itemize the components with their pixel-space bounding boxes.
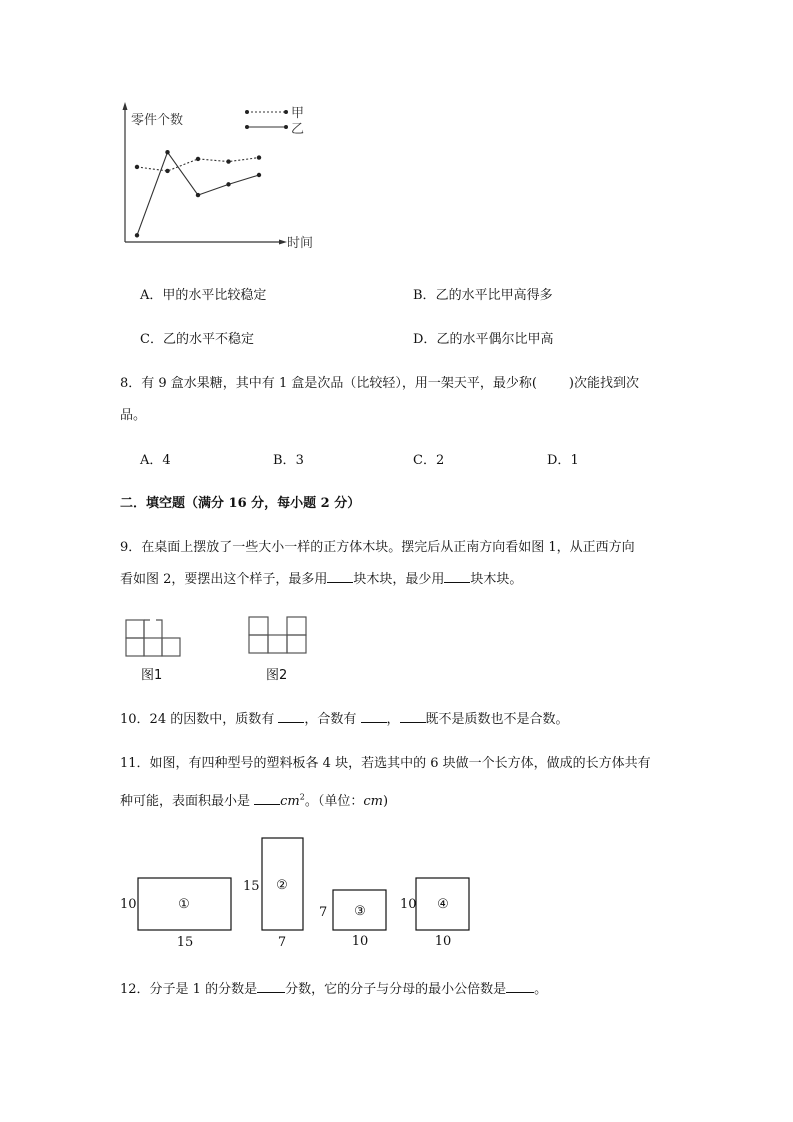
q12-blank-type[interactable]: [257, 980, 285, 993]
q10-text: ，: [386, 712, 400, 727]
q9-text: 看如图 2，要摆出这个样子，最多用: [120, 572, 328, 587]
q12-text: 。: [534, 982, 548, 997]
board-2-label: ②: [276, 878, 288, 893]
q8-option-b[interactable]: [273, 449, 304, 468]
cube-face: [126, 620, 144, 638]
q7-option-a[interactable]: [140, 284, 266, 303]
q10-blank-composites[interactable]: [361, 710, 387, 723]
q9-text: 块木块。: [470, 572, 523, 587]
line-chart: [0, 0, 340, 260]
option-text: 2: [435, 453, 445, 468]
option-text: 甲的水平比较稳定: [162, 288, 267, 303]
legend-marker: [284, 125, 288, 129]
q7-option-c[interactable]: [140, 328, 254, 347]
unit-cm: cm: [363, 794, 383, 809]
data-point-jia: [135, 165, 139, 169]
q11-text: 种可能，表面积最小是: [120, 794, 255, 809]
q11-boards-figure: [110, 830, 480, 955]
q8-stem-line2: 品。: [120, 408, 147, 423]
board-2-bottom: 7: [277, 935, 287, 950]
q8-text: )次能找到次: [568, 376, 639, 391]
q10-text: 10．24 的因数中，质数有: [120, 712, 279, 727]
board-4-bottom: 10: [434, 934, 452, 949]
data-point-yi: [257, 173, 261, 177]
board-3-bottom: 10: [351, 934, 369, 949]
option-letter: A．: [140, 453, 163, 468]
figure-1-caption: 图1: [141, 668, 163, 683]
option-letter: D．: [547, 453, 571, 468]
q11-stem-line1: 11．如图，有四种型号的塑料板各 4 块，若选其中的 6 块做一个长方体，做成的长方体共有: [120, 756, 651, 771]
cube-face-partial: [144, 620, 162, 638]
q11-text: 。（单位：: [304, 794, 364, 809]
y-axis-label: 零件个数: [131, 113, 184, 128]
q10-text: ，合数有: [304, 712, 361, 727]
q8-option-a[interactable]: [140, 449, 171, 468]
option-letter: B．: [413, 288, 436, 303]
board-4-side: 10: [400, 897, 417, 912]
cube-face: [144, 638, 162, 656]
board-2-side: 15: [243, 879, 260, 894]
option-letter: D．: [413, 332, 437, 347]
legend: [245, 106, 304, 137]
data-point-jia: [257, 155, 261, 159]
data-point-yi: [226, 182, 230, 186]
option-text: 乙的水平偶尔比甲高: [436, 332, 554, 347]
q9-blank-min[interactable]: [444, 570, 470, 583]
q7-option-d[interactable]: [413, 328, 553, 347]
legend-label-yi: 乙: [291, 122, 305, 137]
option-text: 乙的水平比甲高得多: [435, 288, 553, 303]
legend-marker: [284, 110, 288, 114]
q9-blank-max[interactable]: [327, 570, 353, 583]
legend-marker: [245, 110, 249, 114]
cube-face: [126, 638, 144, 656]
q12-text: 12．分子是 1 的分数是: [120, 982, 258, 997]
figure-2-caption: 图2: [266, 668, 288, 683]
option-letter: A．: [140, 288, 163, 303]
q11-stem-line2: [120, 790, 388, 809]
x-axis-arrow: [279, 240, 287, 245]
option-text: 1: [570, 453, 579, 468]
option-letter: C．: [413, 453, 436, 468]
q9-figure-2: [245, 612, 315, 657]
q10-blank-primes[interactable]: [278, 710, 304, 723]
q10-blank-neither[interactable]: [400, 710, 426, 723]
cube-face: [249, 635, 268, 653]
board-1-side: 10: [120, 897, 137, 912]
q11-blank-area[interactable]: [254, 792, 280, 805]
x-axis-label: 时间: [287, 236, 314, 251]
board-1-label: ①: [178, 897, 190, 912]
q9-text: 块木块，最少用: [353, 572, 445, 587]
q8-option-d[interactable]: [547, 449, 579, 468]
unit-cm: cm: [280, 794, 300, 809]
legend-label-jia: 甲: [291, 106, 305, 121]
q8-stem-line1: [120, 372, 639, 391]
legend-marker: [245, 125, 249, 129]
q9-stem-line1: 9．在桌面上摆放了一些大小一样的正方体木块。摆完后从正南方向看如图 1，从正西方向: [120, 540, 635, 555]
cube-face: [287, 617, 306, 635]
option-letter: C．: [140, 332, 163, 347]
q12-blank-lcm[interactable]: [506, 980, 534, 993]
board-3-label: ③: [354, 904, 366, 919]
board-4-label: ④: [437, 897, 449, 912]
q8-option-c[interactable]: [413, 449, 444, 468]
cube-face: [287, 635, 306, 653]
q7-option-b[interactable]: [413, 284, 553, 303]
q9-stem-line2: [120, 568, 522, 587]
option-text: 4: [162, 453, 171, 468]
q8-text: 8．有 9 盒水果糖，其中有 1 盒是次品（比较轻），用一架天平，最少称(: [120, 376, 537, 391]
data-point-jia: [226, 159, 230, 163]
cube-face: [268, 635, 287, 653]
board-3-side: 7: [319, 905, 328, 920]
q10-text: 既不是质数也不是合数。: [425, 712, 569, 727]
data-point-jia: [196, 157, 200, 161]
option-text: 3: [295, 453, 304, 468]
board-1-bottom: 15: [176, 935, 194, 950]
unit-superscript: 2: [299, 792, 305, 802]
data-point-yi: [196, 193, 200, 197]
q11-text: ): [382, 794, 389, 809]
q9-figure-1: [120, 612, 190, 662]
cube-face: [249, 617, 268, 635]
data-point-yi: [165, 150, 169, 154]
y-axis-arrow: [123, 102, 128, 110]
option-text: 乙的水平不稳定: [162, 332, 254, 347]
q10-stem: [120, 708, 569, 727]
q12-stem: [120, 978, 547, 997]
section-title: 二．填空题（满分 16 分，每小题 2 分）: [120, 496, 361, 511]
option-letter: B．: [273, 453, 296, 468]
data-point-jia: [165, 169, 169, 173]
data-point-yi: [135, 233, 139, 237]
q12-text: 分数，它的分子与分母的最小公倍数是: [285, 982, 507, 997]
cube-face: [162, 638, 180, 656]
